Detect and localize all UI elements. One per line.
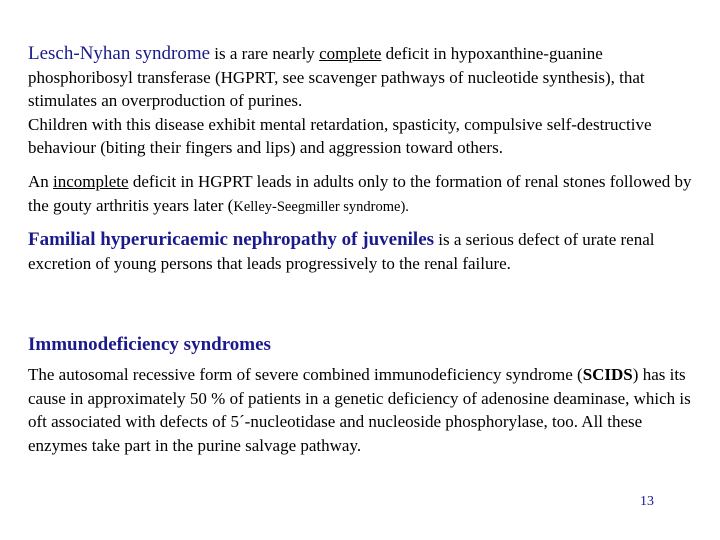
lesch-nyhan-title: Lesch-Nyhan syndrome	[28, 43, 211, 64]
scids-abbrev: SCIDS	[582, 365, 633, 384]
kelley-syndrome-name: Kelley-Seegmiller syndrome).	[233, 198, 409, 215]
lesch-children-text: Children with this disease exhibit mental retardation, spasticity, compulsive self-destructive behaviour (biting their fingers and lips) and aggression toward others.	[28, 114, 652, 157]
familial-text: is a serious defect of urate renal excretion of young persons that leads progressively to the renal failure.	[28, 230, 655, 273]
lesch-nyhan-paragraph	[28, 42, 698, 160]
kelley-incomplete-word: incomplete	[53, 172, 129, 191]
lesch-text-2: deficit in hypoxanthine-guanine phosphoribosyl transferase (HGPRT, see scavenger pathways of nucleotide synthesis), that stimulates an overproduction of purines.	[28, 44, 645, 110]
familial-paragraph	[28, 228, 698, 275]
lesch-text-1: is a rare nearly	[210, 44, 320, 63]
kelley-text-2: deficit in HGPRT leads in adults only to the formation of renal stones followed by the gouty arthritis years later (	[28, 172, 692, 215]
familial-title: Familial hyperuricaemic nephropathy of juveniles	[28, 229, 435, 250]
kelley-paragraph	[28, 170, 698, 219]
page-number: 13	[640, 494, 654, 509]
immunodeficiency-paragraph	[28, 363, 698, 457]
immuno-text-1: The autosomal recessive form of severe combined immunodeficiency syndrome (	[28, 365, 583, 384]
immunodeficiency-heading	[28, 333, 698, 357]
kelley-text-1: An	[28, 172, 54, 191]
lesch-complete-word: complete	[319, 44, 382, 63]
immuno-text-2: ) has its cause in approximately 50 % of patients in a genetic deficiency of adenosine deaminase, which is oft associated with defects of 5´-nucleotidase and nucleoside phosphorylase, too. All these enzymes take part in the purine salvage pathway.	[28, 365, 691, 455]
immunodeficiency-title: Immunodeficiency syndromes	[28, 334, 271, 355]
